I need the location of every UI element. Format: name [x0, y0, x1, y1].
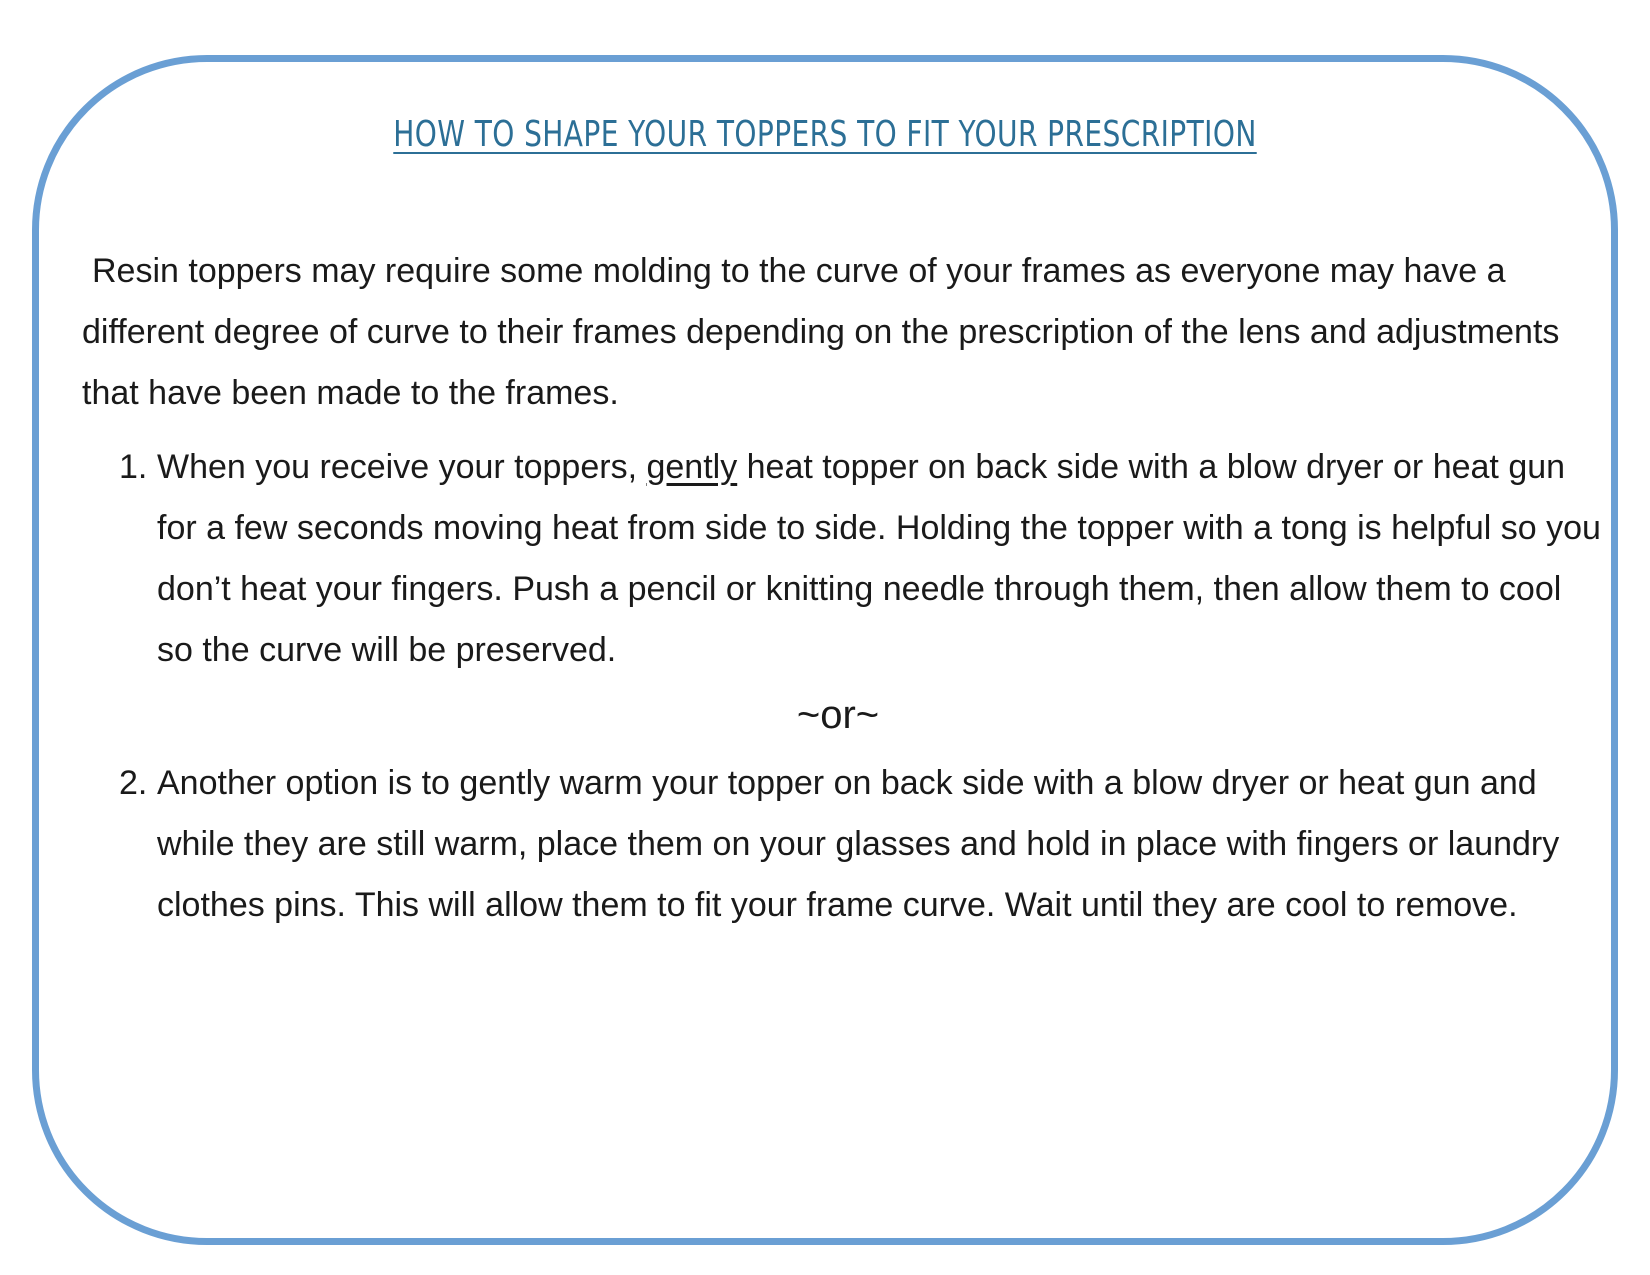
page-title: HOW TO SHAPE YOUR TOPPERS TO FIT YOUR PRESCRIPTION [393, 114, 1257, 155]
intro-paragraph: Resin toppers may require some molding to the curve of your frames as everyone may have a different degree of curve to their frames depending on the prescription of the lens and adjustments that have been made to the frames. [82, 252, 1560, 412]
step-text-after: heat topper on back side with a blow dryer or heat gun for a few seconds moving heat from side to side. Holding the topper with a tong is helpful so you don’t heat your fingers. Push a pencil or knitting needle through them, then allow them to cool so the curve will be preserved. [157, 448, 1601, 669]
instructions-body [82, 241, 1602, 936]
step-emphasis: gently [646, 448, 738, 486]
step-number: 2. [119, 764, 148, 802]
or-separator: ~or~ [796, 693, 880, 737]
step-2 [82, 753, 1602, 936]
step-number: 1. [119, 448, 148, 486]
step-text-before: When you receive your toppers, [157, 448, 647, 486]
step-text: Another option is to gently warm your topper on back side with a blow dryer or heat gun and while they are still warm, place them on your glasses and hold in place with fingers or laundry clothes pins. This will allow them to fit your frame curve. Wait until they are cool to remove. [157, 764, 1560, 924]
step-1 [82, 437, 1602, 681]
